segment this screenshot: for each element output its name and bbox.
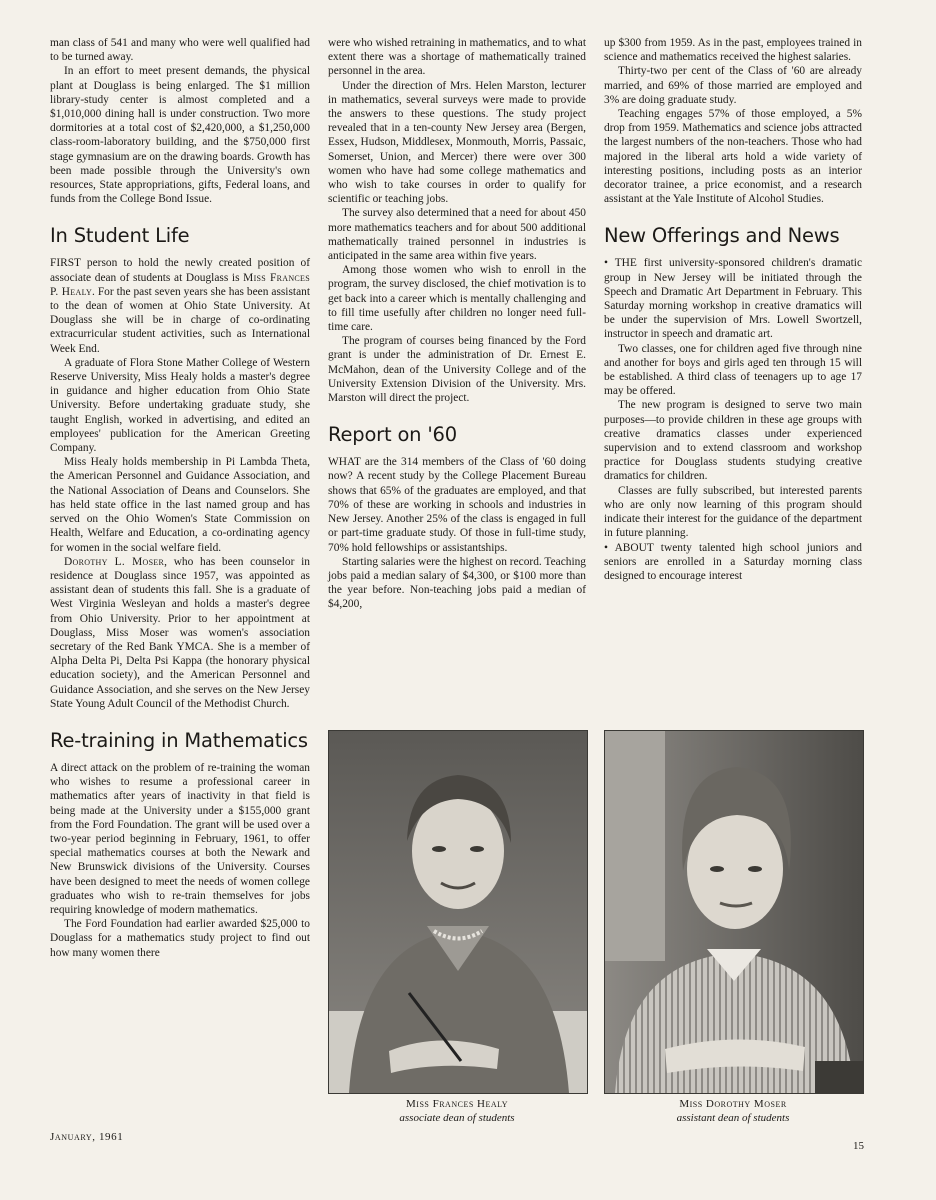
paragraph: Teaching engages 57% of those employed, a 5% drop from 1959. Mathematics and science jobs attracted the largest numbers of the non-teachers. Those who had majored in the liberal arts hold a wide variety of interesting positions, including posts as an interior decorator trainee, a price economist, and a research assistant at the Yale Institute of Alcohol Studies.	[604, 108, 862, 206]
paragraph: Miss Healy holds membership in Pi Lambda Theta, the American Personnel and Guidance Association, and the National Association of Deans and Counselors. She has held state office in the last named group and has served on the Ohio Women's State Commission on Health, Welfare and Education, a co-ordinating agency for women in the social welfare field.	[50, 456, 310, 554]
paragraph: Starting salaries were the highest on record. Teaching jobs paid a median salary of $4,300, or $100 more than the year before. Non-teaching jobs paid a median of $4,200,	[328, 555, 586, 611]
caption-name: Miss Frances Healy	[406, 1098, 508, 1110]
paragraph: The survey also determined that a need for about 450 more mathematics teachers and for about 500 additional mathematically trained personnel in industries is anticipated in the same area within five years.	[328, 207, 586, 263]
paragraph: The Ford Foundation had earlier awarded $25,000 to Douglass for a mathematics study project to find out how many women there	[50, 918, 310, 959]
column-2	[328, 36, 586, 612]
section-heading-report: Report on '60	[328, 423, 457, 447]
section-heading-retraining: Re-training in Mathematics	[50, 728, 308, 752]
section-heading-student-life: In Student Life	[50, 224, 190, 248]
paragraph: • ABOUT twenty talented high school juniors and seniors are enrolled in a Saturday morning class designed to encourage interest	[604, 541, 862, 582]
column-3	[604, 36, 862, 583]
text: , who has been counselor in residence at Douglass since 1957, was appointed as assistant dean of students this fall. She is a graduate of West Virginia Wesleyan and holds a master's degree from Ohio University. Prior to her appointment at Douglass, Miss Moser was women's association secretary of the Red Bank YMCA. She is a member of Alpha Delta Pi, Delta Psi Kappa (the honorary physical education society), and the American Personnel and Guidance Association, and she serves on the New Jersey State Young Adult Council of the Methodist Church.	[50, 555, 310, 710]
paragraph: In an effort to meet present demands, the physical plant at Douglass is being enlarged. The $1 million library-study center is almost completed and a $1,010,000 dining hall is under construction. Two more dormitories at a total cost of $2,420,000, a $1,250,000 class-room-laboratory building, and the $750,000 first stage gymnasium are on the drawing boards. Growth has been made possible through the University's own resources, State appropriations, gifts, Federal loans, and funds from the College Bond Issue.	[50, 65, 310, 206]
text: FIRST person to hold the newly created position of associate dean of students at Douglass is	[50, 257, 310, 284]
caption-moser	[604, 1097, 862, 1125]
paragraph	[50, 256, 310, 355]
paragraph	[50, 555, 310, 711]
caption-role: associate dean of students	[399, 1112, 515, 1124]
paragraph: • THE first university-sponsored children's dramatic group in New Jersey will be initiated through the Speech and Dramatic Art Department in February. This Saturday morning workshop in creative dramatics will be under the supervision of Mrs. Lowell Swortzell, instructor in speech and dramatic art.	[604, 257, 862, 341]
caption-role: assistant dean of students	[676, 1112, 790, 1124]
paragraph: were who wished retraining in mathematics, and to what extent there was a shortage of mathematically trained personnel in the area.	[328, 37, 586, 78]
photo-frances-healy	[328, 730, 588, 1094]
paragraph: up $300 from 1959. As in the past, employees trained in science and mathematics received the highest salaries.	[604, 37, 862, 64]
paragraph: WHAT are the 314 members of the Class of '60 doing now? A recent study by the College Placement Bureau shows that 65% of the graduates are employed, and that 70% of these are working in schools and industries in New Jersey. Another 25% of the class is engaged in full or part-time graduate study. Of those in full-time study, 70% hold fellowships or assistantships.	[328, 456, 586, 554]
footer-date: January, 1961	[50, 1131, 124, 1143]
caption-name: Miss Dorothy Moser	[679, 1098, 787, 1110]
paragraph: A graduate of Flora Stone Mather College of Western Reserve University, Miss Healy holds a master's degree in guidance and higher education from Ohio State University. Before undertaking graduate study, she taught English, worked in advertising, and edited an employees' publication for the American Greeting Company.	[50, 356, 310, 455]
portrait-image	[329, 731, 587, 1093]
column-1	[50, 36, 310, 960]
paragraph: Classes are fully subscribed, but interested parents who are only now learning of this program should indicate their interest for the guidance of the department in future planning.	[604, 484, 862, 540]
paragraph: The new program is designed to serve two main purposes—to provide children in these age groups with creative dramatics classes under experienced supervision and to extend classroom and workshop practice for Douglass students studying creative dramatics for children.	[604, 399, 862, 483]
section-heading-offerings: New Offerings and News	[604, 224, 840, 248]
caption-healy	[328, 1097, 586, 1125]
paragraph: The program of courses being financed by the Ford grant is under the administration of Dr. Ernest E. McMahon, dean of the University College and of the University Extension Division of the University. Mrs. Marston will direct the project.	[328, 335, 586, 405]
paragraph: Among those women who wish to enroll in the program, the survey disclosed, the chief motivation is to get back into a career which is mentally challenging and to fill time usefully after children no longer need full-time care.	[328, 264, 586, 334]
portrait-image	[605, 731, 863, 1093]
paragraph: A direct attack on the problem of re-training the woman who wishes to resume a professional career in mathematics after years of inactivity in that field is being made at the University under a $155,000 grant from the Ford Foundation. The grant will be used over a two-year period beginning in February, 1961, to offer special mathematics courses at both the Newark and New Brunswick divisions of the University. Courses have been designed to meet the needs of women college graduates who wish to re-train themselves for jobs requiring knowledge of modern mathematics.	[50, 761, 310, 916]
page-number: 15	[853, 1140, 864, 1152]
paragraph: Thirty-two per cent of the Class of '60 are already married, and 69% of those married are employed and 3% are doing graduate study.	[604, 65, 862, 106]
photo-dorothy-moser	[604, 730, 864, 1094]
paragraph: Under the direction of Mrs. Helen Marston, lecturer in mathematics, several surveys were made to provide the answers to these questions. The study project revealed that in a ten-county New Jersey area (Bergen, Essex, Hudson, Middlesex, Monmouth, Morris, Passaic, Somerset, Union, and Mercer) there were over 300 women who have had some college mathematics and who wish to take courses in order to qualify for scientific or teaching jobs.	[328, 79, 586, 206]
person-name: Dorothy L. Moser	[64, 555, 165, 568]
paragraph: Two classes, one for children aged five through nine and another for boys and girls aged ten through 15 will be established. A third class of teenagers up to age 17 may be offered.	[604, 342, 862, 398]
person-name: Miss Frances P. Healy	[50, 271, 310, 298]
text: . For the past seven years she has been assistant to the dean of women at Ohio State University. At Douglass she will be in charge of co-ordinating extracurricular student activities, such as International Week End.	[50, 285, 310, 355]
paragraph: man class of 541 and many who were well qualified had to be turned away.	[50, 37, 310, 64]
